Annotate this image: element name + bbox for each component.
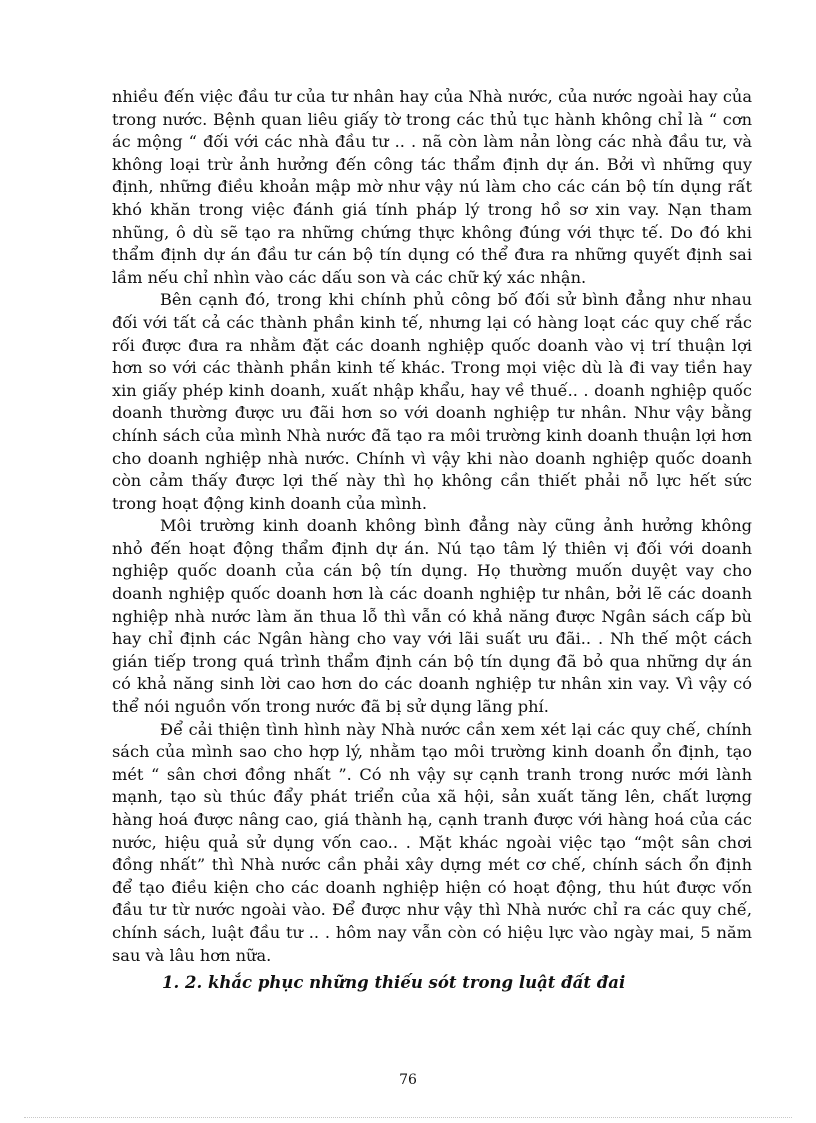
section-heading: 1. 2. khắc phục những thiếu sót trong luật đất đai — [162, 973, 626, 993]
page-number: 76 — [399, 1072, 417, 1088]
body-text — [112, 86, 752, 995]
paragraph-1: nhiều đến việc đầu tư của tư nhân hay của Nhà nước, của nước ngoài hay của trong nước. Bệnh quan liêu giấy tờ trong các thủ tục hành không chỉ là “ cơn ác mộng “ đối với các nhà đầu tư .. . nã còn làm nản lòng các nhà đầu tư, và không loại trừ ảnh hưởng đến công tác thẩm định dự án. Bởi vì những quy định, những điều khoản mập mờ như vậy nú làm cho các cán bộ tín dụng rất khó khăn trong việc đánh giá tính pháp lý trong hồ sơ xin vay. Nạn tham nhũng, ô dù sẽ tạo ra những chứng thực không đúng với thực tế. Do đó khi thẩm định dự án đầu tư cán bộ tín dụng có thể đưa ra những quyết định sai lầm nếu chỉ nhìn vào các dấu son và các chữ ký xác nhận. — [112, 87, 752, 287]
paragraph-3: Môi trường kinh doanh không bình đẳng này cũng ảnh hưởng không nhỏ đến hoạt động thẩm định dự án. Nú tạo tâm lý thiên vị đối với doanh nghiệp quốc doanh của cán bộ tín dụng. Họ thường muốn duyệt vay cho doanh nghiệp quốc doanh hơn là các doanh nghiệp tư nhân, bởi lẽ các doanh nghiệp nhà nước làm ăn thua lỗ thì vẫn có khả năng được Ngân sách cấp bù hay chỉ định các Ngân hàng cho vay với lãi suất ưu đãi.. . Nh thế một cách gián tiếp trong quá trình thẩm định cán bộ tín dụng đã bỏ qua những dự án có khả năng sinh lời cao hơn do các doanh nghiệp tư nhân xin vay. Vì vậy có thể nói nguồn vốn trong nước đã bị sử dụng lãng phí. — [112, 516, 752, 717]
paragraph-2: Bên cạnh đó, trong khi chính phủ công bố đối sử bình đẳng như nhau đối với tất cả các thành phần kinh tế, nhưng lại có hàng loạt các quy chế rắc rối được đưa ra nhằm đặt các doanh nghiệp quốc doanh vào vị trí thuận lợi hơn so với các thành phần kinh tế khác. Trong mọi việc dù là đi vay tiền hay xin giấy phép kinh doanh, xuất nhập khẩu, hay về thuế.. . doanh nghiệp quốc doanh thường được ưu đãi hơn so với doanh nghiệp tư nhân. Như vậy bằng chính sách của mình Nhà nước đã tạo ra môi trường kinh doanh thuận lợi hơn cho doanh nghiệp nhà nước. Chính vì vậy khi nào doanh nghiệp quốc doanh còn cảm thấy được lợi thế này thì họ không cần thiết phải nỗ lực hết sức trong hoạt động kinh doanh của mình. — [112, 290, 752, 513]
paragraph-4: Để cải thiện tình hình này Nhà nước cần xem xét lại các quy chế, chính sách của mình sao cho hợp lý, nhằm tạo môi trường kinh doanh ổn định, tạo mét “ sân chơi đồng nhất ”. Có nh vậy sự cạnh tranh trong nước mới lành mạnh, tạo sù thúc đẩy phát triển của xã hội, sản xuất tăng lên, chất lượng hàng hoá được nâng cao, giá thành hạ, cạnh tranh được với hàng hoá của các nước, hiệu quả sử dụng vốn cao.. . Mặt khác ngoài việc tạo “một sân chơi đồng nhất” thì Nhà nước cần phải xây dựng mét cơ chế, chính sách ổn định để tạo điều kiện cho các doanh nghiệp hiện có hoạt động, thu hút được vốn đầu tư từ nước ngoài vào. Để được như vậy thì Nhà nước chỉ ra các quy chế, chính sách, luật đầu tư .. . hôm nay vẫn còn có hiệu lực vào ngày mai, 5 năm sau và lâu hơn nữa. — [112, 719, 752, 965]
bottom-dotted-rule — [24, 1117, 792, 1118]
